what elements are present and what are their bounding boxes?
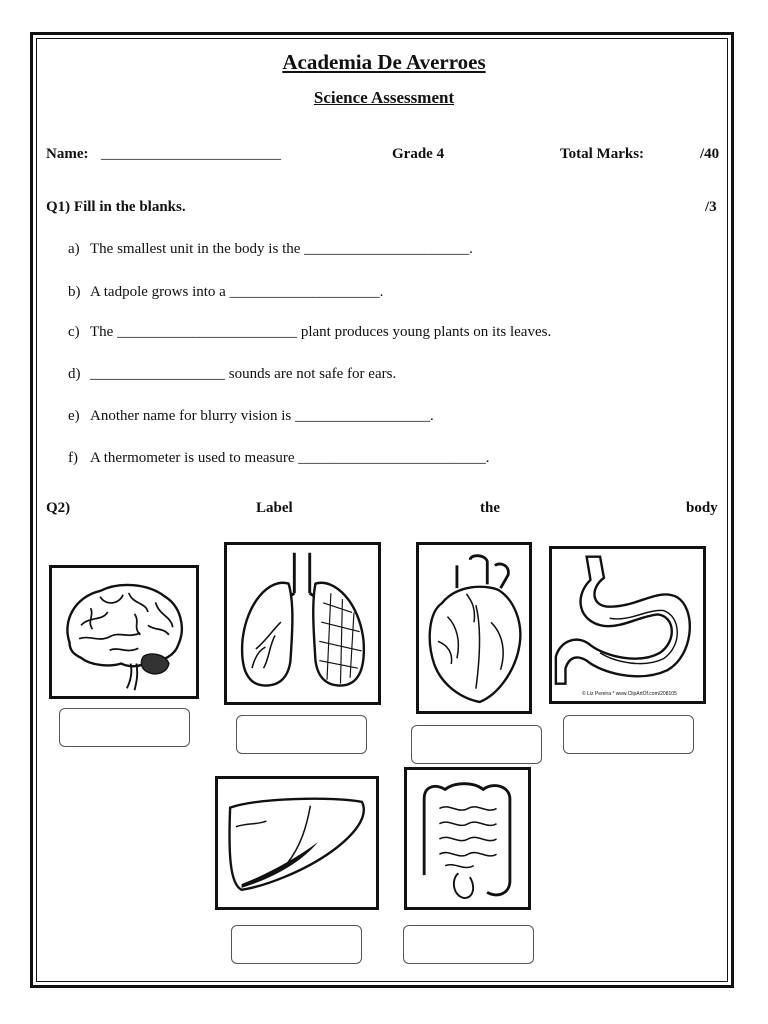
page-border-inner <box>36 38 728 982</box>
label-box-liver[interactable] <box>231 925 362 964</box>
q2-word-body: body <box>686 500 718 516</box>
q1-item-f <box>68 450 490 467</box>
school-title: Academia De Averroes <box>282 50 486 74</box>
total-marks-label: Total Marks: <box>560 146 645 162</box>
label-box-intestines[interactable] <box>403 925 534 964</box>
q1-item-e <box>68 408 434 425</box>
item-text: The ________________________ plant produces young plants on its leaves. <box>90 324 552 340</box>
label-box-stomach[interactable] <box>563 715 694 754</box>
item-text: __________________ sounds are not safe for ears. <box>90 366 397 382</box>
q2-word-label: Label <box>256 500 293 516</box>
item-letter: d) <box>68 366 81 382</box>
intestines-image <box>404 767 531 910</box>
q1-item-d <box>68 366 396 383</box>
brain-icon <box>52 568 196 696</box>
assessment-subtitle: Science Assessment <box>313 88 455 107</box>
item-text: A thermometer is used to measure _________________________. <box>90 450 490 466</box>
item-letter: f) <box>68 450 78 466</box>
grade-label: Grade 4 <box>392 146 445 162</box>
item-letter: e) <box>68 408 80 424</box>
item-text: A tadpole grows into a ____________________. <box>90 284 384 300</box>
brain-image <box>49 565 199 699</box>
q1-marks: /3 <box>705 199 717 215</box>
total-marks-value: /40 <box>700 146 720 162</box>
q1-item-a <box>68 241 473 258</box>
label-box-brain[interactable] <box>59 708 190 747</box>
item-letter: b) <box>68 284 81 300</box>
stomach-image <box>549 546 706 704</box>
item-text: The smallest unit in the body is the ______________________. <box>90 241 473 257</box>
lungs-icon <box>227 545 378 702</box>
label-box-heart[interactable] <box>411 725 542 764</box>
item-letter: a) <box>68 241 80 257</box>
lungs-image <box>224 542 381 705</box>
heart-icon <box>419 545 529 711</box>
stomach-icon <box>552 549 703 701</box>
q1-item-b <box>68 284 383 301</box>
q2-number: Q2) <box>46 500 71 516</box>
name-blank[interactable]: ________________________ <box>101 146 281 162</box>
liver-icon <box>218 779 376 907</box>
intestines-icon <box>407 770 528 907</box>
q1-title: Q1) Fill in the blanks. <box>46 199 186 215</box>
liver-image <box>215 776 379 910</box>
name-label: Name: <box>46 146 89 162</box>
heart-image <box>416 542 532 714</box>
q2-word-the: the <box>480 500 500 516</box>
stomach-image-caption: © Liz Pereira * www.ClipArtOf.com/208105 <box>582 691 677 697</box>
item-text: Another name for blurry vision is __________________. <box>90 408 434 424</box>
q1-item-c <box>68 324 551 341</box>
label-box-lungs[interactable] <box>236 715 367 754</box>
item-letter: c) <box>68 324 80 340</box>
